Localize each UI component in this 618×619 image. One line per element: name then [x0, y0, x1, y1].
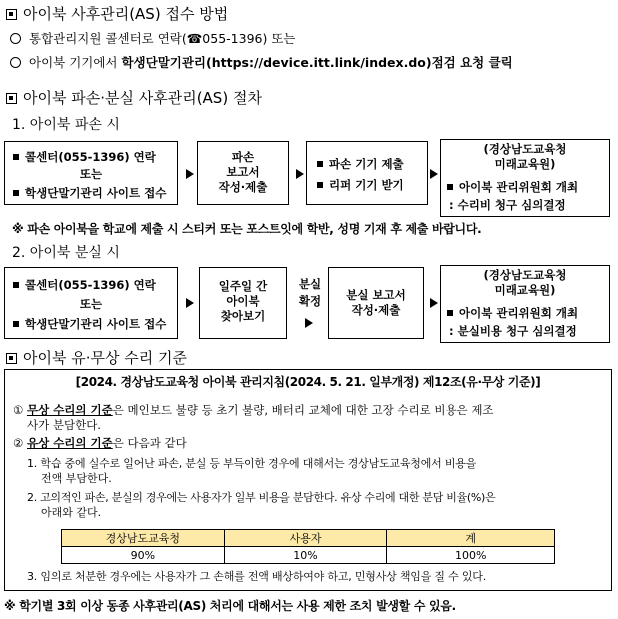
- section2-title: 아이북 파손·분실 사후관리(AS) 절차: [23, 89, 262, 107]
- loss-step-3-line1: 분실 보고서: [346, 288, 406, 302]
- damage-step-2: [197, 141, 289, 205]
- bullet-icon: [317, 161, 323, 167]
- damage-step-2-line2: 보고서: [226, 165, 260, 179]
- paid-item-3: 3. 임의로 처분한 경우에는 사용자가 그 손해를 전액 배상하여야 하고, 민형사상 책임을 질 수 있다.: [27, 570, 487, 583]
- loss-confirm-line1: 분실: [298, 277, 322, 291]
- arrow-right-icon: [430, 298, 438, 308]
- repair-rule-box: [4, 369, 612, 591]
- bullet-icon: [447, 184, 453, 190]
- loss-step-4-line4: : 분실비용 청구 심의결정: [449, 324, 577, 338]
- table-row: [62, 547, 555, 564]
- arrow-right-icon: [430, 169, 438, 179]
- as-method-item-1: [10, 31, 295, 47]
- section1-heading: [6, 5, 228, 23]
- arrow-right-icon: [296, 169, 304, 179]
- square-bullet-icon: [6, 9, 17, 20]
- arrow-right-icon: [186, 169, 194, 179]
- damage-step-1-line1: 콜센터(055-1396) 연락: [25, 150, 156, 164]
- damage-step-4-line1: (경상남도교육청: [483, 142, 567, 156]
- loss-confirm-label: [292, 276, 328, 310]
- square-bullet-icon: [6, 93, 17, 104]
- section3-heading: [6, 349, 187, 367]
- footer-note: ※ 학기별 3회 이상 동종 사후관리(AS) 처리에 대해서는 사용 제한 조치 발생할 수 있음.: [4, 599, 456, 613]
- damage-step-1-line3: 학생단말기관리 사이트 접수: [25, 186, 167, 200]
- loss-step-2: [199, 267, 287, 339]
- as-method-item-2: [10, 55, 513, 71]
- paid-item-1-line2: 전액 부담한다.: [41, 472, 112, 485]
- arrow-right-icon: [186, 298, 194, 308]
- table-header-cell: 사용자: [224, 530, 387, 547]
- loss-step-1-line3: 학생단말기관리 사이트 접수: [25, 317, 167, 331]
- loss-step-2-line3: 찾아보기: [220, 309, 266, 323]
- damage-note: ※ 파손 아이북을 학교에 제출 시 스티커 또는 포스트잇에 학반, 성명 기재 후 제출 바랍니다.: [12, 222, 482, 236]
- loss-step-1-line2: 또는: [79, 297, 103, 311]
- bullet-icon: [13, 282, 19, 288]
- damage-step-2-line3: 작성·제출: [218, 180, 268, 194]
- bullet-icon: [13, 321, 19, 327]
- section1-title: 아이북 사후관리(AS) 접수 방법: [23, 5, 229, 23]
- loss-step-1: [4, 267, 178, 339]
- paid-item-1-line1: 1. 학습 중에 실수로 일어난 파손, 분실 등 부득이한 경우에 대해서는 경상남도교육청에서 비용을: [27, 457, 477, 470]
- table-header-cell: 계: [387, 530, 555, 547]
- loss-step-4-line2: 미래교육원): [494, 283, 556, 297]
- circle-bullet-icon: [10, 33, 21, 44]
- free-repair-rule: [13, 403, 494, 418]
- paid-item-2-line2: 아래와 같다.: [41, 506, 102, 519]
- loss-step-2-line2: 아이북: [226, 294, 260, 308]
- table-header-cell: 경상남도교육청: [62, 530, 225, 547]
- damage-step-2-line1: 파손: [231, 150, 255, 164]
- as-method-item-2-text: 아이북 기기에서: [29, 55, 122, 70]
- damage-step-1: [4, 141, 178, 205]
- damage-step-4-line4: : 수리비 청구 심의결정: [449, 198, 566, 212]
- loss-step-4: [440, 265, 610, 343]
- bullet-icon: [447, 310, 453, 316]
- free-repair-num: ①: [13, 403, 24, 417]
- table-cell: 90%: [62, 547, 225, 564]
- section2-heading: [6, 89, 262, 107]
- loss-subheading: 2. 아이북 분실 시: [12, 245, 120, 261]
- damage-step-3: [306, 141, 428, 205]
- damage-step-3-line2: 리퍼 기기 받기: [329, 178, 404, 192]
- loss-step-3: [328, 267, 424, 339]
- loss-step-4-line3: 아이북 관리위원회 개최: [459, 306, 579, 320]
- cost-share-table: [61, 529, 555, 564]
- section3-title: 아이북 유·무상 수리 기준: [23, 349, 187, 367]
- loss-step-4-line1: (경상남도교육청: [483, 268, 567, 282]
- repair-rule-header: [2024. 경상남도교육청 아이북 관리지침(2024. 5. 21. 일부개정) 제12조(유·무상 기준)]: [75, 375, 541, 389]
- loss-step-3-line2: 작성·제출: [351, 303, 401, 317]
- paid-repair-bold: 유상 수리의 기준: [26, 436, 113, 450]
- free-repair-rest: 은 메인보드 불량 등 초기 불량, 배터리 교체에 대한 고장 수리로 비용은 제조: [112, 403, 494, 417]
- arrow-right-icon: [305, 318, 313, 328]
- as-method-item-1-text: 통합관리지원 콜센터로 연락(☎055-1396) 또는: [29, 31, 296, 46]
- paid-repair-num: ②: [13, 436, 24, 450]
- free-repair-line2: 사가 분담한다.: [27, 418, 101, 432]
- free-repair-bold: 무상 수리의 기준: [26, 403, 113, 417]
- as-method-item-2-bold: 학생단말기관리(https://device.itt.link/index.do)점검 요청 클릭: [121, 55, 513, 70]
- bullet-icon: [13, 154, 19, 160]
- table-header-row: [62, 530, 555, 547]
- damage-step-4-line2: 미래교육원): [494, 157, 556, 171]
- bullet-icon: [13, 190, 19, 196]
- paid-repair-rest: 은 다음과 같다: [112, 436, 187, 450]
- table-cell: 10%: [224, 547, 387, 564]
- table-cell: 100%: [387, 547, 555, 564]
- loss-step-1-line1: 콜센터(055-1396) 연락: [25, 278, 156, 292]
- damage-step-4-line3: 아이북 관리위원회 개최: [459, 180, 579, 194]
- paid-repair-rule: [13, 436, 187, 451]
- damage-step-3-line1: 파손 기기 제출: [329, 157, 404, 171]
- damage-subheading: 1. 아이북 파손 시: [12, 117, 120, 133]
- paid-item-2-line1: 2. 고의적인 파손, 분실의 경우에는 사용자가 일부 비용을 분담한다. 유상 수리에 대한 분담 비율(%)은: [27, 491, 496, 504]
- damage-step-1-line2: 또는: [79, 167, 103, 181]
- loss-step-2-line1: 일주일 간: [218, 279, 268, 293]
- square-bullet-icon: [6, 353, 17, 364]
- circle-bullet-icon: [10, 57, 21, 68]
- damage-step-4: [440, 139, 610, 217]
- loss-confirm-line2: 확정: [298, 294, 322, 308]
- bullet-icon: [317, 182, 323, 188]
